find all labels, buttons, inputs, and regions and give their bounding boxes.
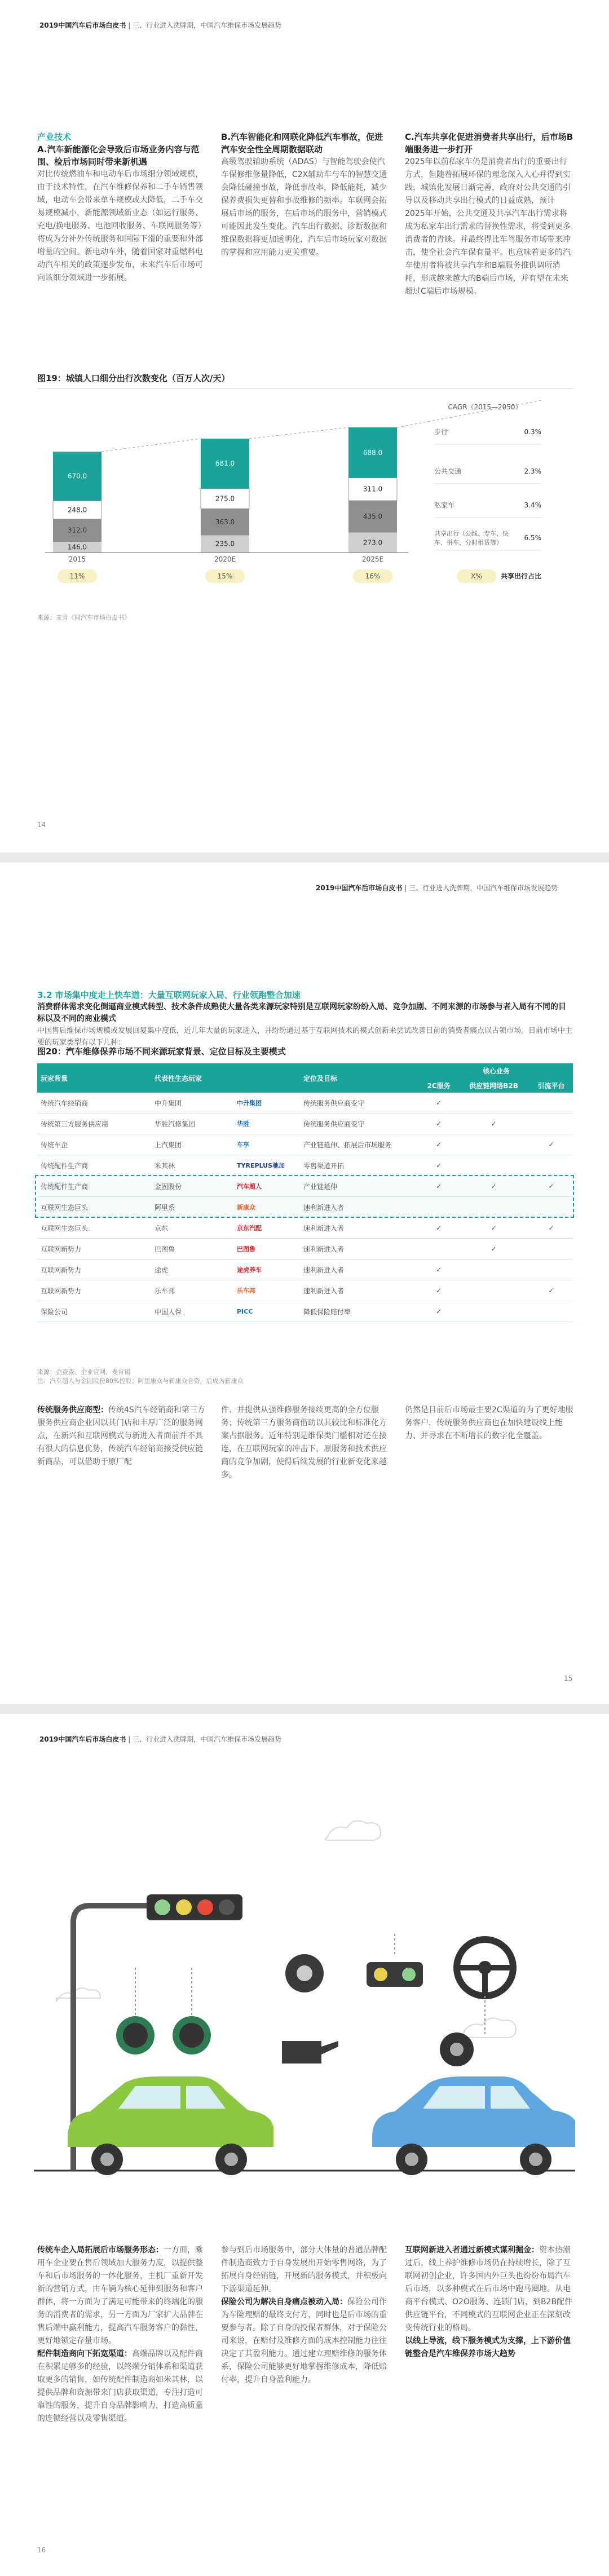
cell-2c: ✓ [420,1093,458,1114]
page-14 [0,0,609,852]
cell-b2b: ✓ [458,1218,529,1239]
section-bold: 消费群体需求变化倒逼商业模式转型、技术条件成熟使大量各类来源玩家特别是互联网玩家纷纷入局、竞争加剧、不同来源的市场参与者入局有不同的目标以及不同的商业模式 [37,1002,566,1023]
data-label: 681.0 [215,459,235,468]
figure-19-chart [34,395,575,598]
cell-flow [529,1114,573,1134]
col-header-logo [231,1063,300,1093]
column-c-title: C.汽车共享化促进消费者共享出行，后市场B端服务进一步打开 [405,132,573,154]
tire-icon [440,2032,474,2066]
p15-column-c [405,1404,574,1443]
cell-b2b [458,1260,529,1280]
cagr-title: CAGR（2015—2050） [448,403,522,411]
table-row [37,1218,573,1239]
data-label: 670.0 [67,472,87,480]
player-logo: PICC [237,1307,253,1315]
data-label: 235.0 [215,540,235,548]
player-logo: 汽车超人 [237,1183,262,1190]
column-b-body: 高级驾驶辅助系统（ADAS）与智能驾驶会使汽车保修维修量降低，C2X辅助车与车的智慧交通会降低碰撞事故，降低事故率，降低能耗，减少保养费损失更替和事故维修的频率。车联网会拓展后市场的服务，在后市场的服务中，营销模式可能因此发生变化。汽车出行数据、诊断数据和维保数据将更加透明化，汽车后市场玩家对数据的掌握和应用能力更关重要。 [221,157,387,257]
share-value: X% [471,572,482,580]
p16-col-b-body: 参与到后市场服务中，部分大体量的普通品牌配件制造商致力于自身发展出开始零售网络，为了拓展自身经销链，开展新的服务模式，并积极向下游渠道延伸。 [221,2246,387,2294]
data-label: 363.0 [215,518,235,526]
cell-b2b: ✓ [458,1176,529,1197]
cell-background: 互联网新势力 [37,1239,151,1260]
col-header-player: 代表性生态玩家 [151,1063,231,1093]
p16-col-a-lead2: 配件制造商向下拓宽渠道： [37,2349,132,2358]
p16-col-a-lead: 传统车企入局拓展后市场服务形态： [37,2246,164,2255]
gauge-icon [173,1968,211,2054]
cagr-label: 私家车 [434,501,455,509]
cagr-label: 步行 [434,428,448,436]
cagr-value: 0.3% [524,428,541,436]
p15-column-a [37,1404,206,1469]
car-icon [372,2076,575,2175]
cell-b2b [458,1301,529,1322]
cell-2c: ✓ [420,1134,458,1155]
cell-b2b [458,1155,529,1176]
cell-target: 传统服务供应商变守 [300,1114,420,1134]
table-row [37,1093,573,1114]
cell-b2b [458,1093,529,1114]
cell-b2b: ✓ [458,1114,529,1134]
trend-connector [249,427,348,439]
share-label: 共享出行占比 [500,572,541,580]
cell-logo [231,1301,300,1322]
cell-2c: ✓ [420,1176,458,1197]
player-logo: 车享 [237,1141,249,1148]
cell-logo [231,1114,300,1134]
dashboard-icon [367,1934,423,1987]
x-tick-label: 2020E [214,555,236,563]
cell-logo [231,1218,300,1239]
player-logo: TYREPLUS驰加 [237,1162,285,1169]
cell-target: 速利新进入者 [300,1218,420,1239]
cell-logo [231,1155,300,1176]
x-tick-label: 2015 [68,555,86,563]
cell-2c [420,1197,458,1218]
cell-background: 传统第三方服务供应商 [37,1114,151,1134]
car-icon [68,2076,273,2175]
table-row [37,1280,573,1301]
column-c-body: 2025年以前私家车仍是消费者出行的重要出行方式，但随着拓展环保的理念深入人心并得到实践，城镇化发展日渐完善，政府对公共交通的引导以及移动共享出行模式的日益成熟，预计2025年开始，公共交通及共享汽车出行需求将成为私家车出行需求的替换性需求，将受到更多消费者的青睐。并最终得比车驾服务市场带来冲击，使全社会汽车保有量平。也意味着更多的汽车使用者将被共享汽车和B端服务推供调所消耗，形成越来越大的B端后市场，并有望在未来超过C端后市场规模。 [405,157,571,296]
data-label: 275.0 [215,494,235,503]
p16-col-a-body: 一方面，乘用车企业要在售后领域加大服务力度，以提供整车和后市场服务的一体化服务，主机厂重新开发新的营销方式，由车辆为核心延伸到服务和客户群体，将一方面为了满足可能带来的终端化的服务的消费者的需求，另一方面为厂家扩大品牌在售后端中赢利能力，提高汽车服务客户的黏性，更好地锁定存量市场。 [37,2246,203,2345]
cell-background: 传统车企 [37,1134,151,1155]
cell-flow: ✓ [529,1218,573,1239]
table-row [37,1260,573,1280]
gauge-icon [116,1968,155,2054]
cell-flow: ✓ [529,1134,573,1155]
page-number: 14 [37,821,46,829]
cell-2c: ✓ [420,1260,458,1280]
p15-col-b-body: 件、并提供从强维修服务接续更高的全方位服务；传统第三方服务商借助以其较比和标准化方案占据服务。近年特别是维保类门槛相对还在接连，在互联网玩家的冲击下，原服务和技术供应商的竞争加剧，使得后续发展的行业新变化来越多。 [221,1406,387,1479]
page-15 [0,863,609,1704]
column-a-title: A.汽车新能源化会导致后市场业务内容与范围、检后市场同时带来新机遇 [37,144,200,167]
col-header-background: 玩家背景 [37,1063,151,1093]
data-label: 146.0 [67,543,87,551]
cell-flow [529,1093,573,1114]
brake-disc-icon [285,1954,324,1992]
cell-2c [420,1239,458,1260]
figure-19-title: 图19：城镇人口细分出行次数变化（百万人次/天） [37,373,230,383]
cagr-label: 共享出行（公线、专车、快 [434,530,509,537]
p16-col-b-lead: 保险公司为解决自身痛点被动入局： [221,2297,347,2307]
cell-2c: ✓ [420,1280,458,1301]
cell-target: 速利新进入者 [300,1239,420,1260]
figure-20-table-wrap [37,1063,573,1322]
column-c [405,131,574,298]
cell-background: 传统汽车经销商 [37,1093,151,1114]
p15-col-a-body: 传统4S汽车经销商和第三方服务供应商企业因以其门店和丰厚广泛的服务网点，在新兴和互联网模式与新进入者面前并不具有很大的信息优势，传统汽车经销商接受供应链新商品，可以借助于原厂配 [37,1406,205,1466]
cagr-label: 车、拼车、分时租赁等） [434,539,502,546]
column-a [37,131,206,285]
section-body: 中国售后维保市场规模或发展回复集中度低，近几年大量的玩家进入，并纷纷通过基于互联网技术的模式创新来尝试改善目前的消费者痛点以占领市场。目前市场中主要的玩家类型有以下几种： [37,1027,573,1047]
page-number: 16 [37,2546,46,2554]
cell-flow [529,1197,573,1218]
cell-flow [529,1155,573,1176]
cell-target: 速利新进入者 [300,1197,420,1218]
col-header-target: 定位及目标 [300,1063,420,1093]
cell-player: 上汽集团 [151,1134,231,1155]
cell-target: 产业链延伸、拓展后市场服务 [300,1134,420,1155]
player-logo: 新康众 [237,1204,255,1211]
figure-20-table [37,1063,573,1322]
p16-column-b [221,2244,390,2387]
p15-col-c-body: 仍然是目前后市场最主要2C渠道的为了更好地服务客户，传统服务供应商也在加快建设线上能力、并寻求在不断增长的数字化全覆盖。 [405,1406,573,1441]
cell-flow [529,1301,573,1322]
cagr-value: 3.4% [524,501,541,509]
cell-background: 互联网生态巨头 [37,1218,151,1239]
cell-target: 产业链延伸 [300,1176,420,1197]
data-label: 688.0 [363,448,383,457]
col-header-b2b: 供应链网络B2B [458,1078,529,1093]
oil-can-icon [282,2041,338,2064]
cell-target: 传统服务供应商变守 [300,1093,420,1114]
p16-column-c [405,2244,574,2361]
cell-player: 中国人保 [151,1301,231,1322]
data-label: 435.0 [363,512,383,521]
p15-column-b [221,1404,390,1482]
cell-2c: ✓ [420,1114,458,1134]
cell-player: 乐车邦 [151,1280,231,1301]
source-note: 来源：麦肯《同汽车市场白皮书》 [37,614,130,621]
column-b-title: B.汽车智能化和网联化降低汽车事故，促进汽车安全性全周期数据联动 [221,132,383,154]
cell-background: 传统配件生产商 [37,1176,151,1197]
car-service-illustration [34,1799,575,2227]
cell-2c: ✓ [420,1301,458,1322]
cell-logo [231,1239,300,1260]
cell-b2b [458,1280,529,1301]
p15-col-a-lead: 传统服务供应商型： [37,1406,108,1415]
share-value: 15% [217,572,233,580]
running-header: 2019中国汽车后市场白皮书 | 三、行业进入洗牌期，中国汽车维保市场发展趋势 [316,884,558,892]
cell-logo [231,1093,300,1114]
cagr-label: 公共交通 [434,467,462,475]
page-16 [0,1714,609,2576]
cell-background: 互联网新势力 [37,1260,151,1280]
cell-b2b [458,1197,529,1218]
table-row [37,1134,573,1155]
p16-column-a [37,2244,206,2425]
cell-logo [231,1197,300,1218]
data-label: 311.0 [363,485,383,493]
data-label: 312.0 [67,526,87,534]
table-row [37,1301,573,1322]
data-label: 248.0 [67,506,87,514]
p16-col-a-body2: 高端品牌以及配件商在积累足够多的经验，以终端分销体系和渠道获取更多的销售，如传统配件制造商如米其林，以提供品牌和资源带来门店获取渠道，专注打造可靠性的服务，提升自身品牌影响力，打造高质量的连锁经营以及零售渠道。 [37,2349,203,2423]
player-logo: 乐车邦 [237,1287,255,1294]
table-row [37,1239,573,1260]
cell-background: 传统配件生产商 [37,1155,151,1176]
cagr-value: 6.5% [524,534,541,542]
player-logo: 巴图鲁 [237,1245,255,1253]
running-header: 2019中国汽车后市场白皮书 | 三、行业进入洗牌期，中国汽车维保市场发展趋势 [39,21,282,29]
cell-player: 京东 [151,1218,231,1239]
cell-target: 速利新进入者 [300,1260,420,1280]
cell-flow: ✓ [529,1176,573,1197]
cell-b2b [458,1134,529,1155]
cell-player: 途虎 [151,1260,231,1280]
col-header-core: 核心业务 [420,1063,573,1078]
table-row [37,1114,573,1134]
p16-col-c-lead2: 以线上导流，线下服务模式为支撑，上下游价值链整合是汽车维保养市场大趋势 [405,2336,571,2358]
column-b [221,131,390,259]
cell-target: 降低保险赔付率 [300,1301,420,1322]
share-value: 11% [69,572,85,580]
cell-flow [529,1260,573,1280]
kicker: 产业技术 [37,132,72,142]
cell-logo [231,1176,300,1197]
cell-2c: ✓ [420,1155,458,1176]
cell-player: 巴图鲁 [151,1239,231,1260]
cell-player: 米其林 [151,1155,231,1176]
p16-col-c-lead: 互联网新进入者通过新模式谋利掘金： [405,2246,539,2255]
x-tick-label: 2025E [361,555,384,563]
cell-flow: ✓ [529,1280,573,1301]
cell-target: 速利新进入者 [300,1280,420,1301]
player-logo: 中升集团 [237,1099,262,1107]
cell-player: 华胜汽修集团 [151,1114,231,1134]
player-logo: 京东汽配 [237,1225,262,1232]
p16-col-b-body2: 保险公司作为车险理赔的最终支付方，同时也是后市场的重要参与者。除了自身的投保者群体，对于保险公司来说，在赔付及维修方面的成本控制能力往往决定了其盈利能力。通过建立理赔维修的服务体系，保险公司能够更好地掌握维修成本，降低赔付率，提升自身盈利能力。 [221,2297,387,2384]
column-a-body: 对比传统燃油车和电动车后市场细分领域规模，由于技术特性，在汽车维修保养和二手车销售领域，电动车会带来单车规模或大降低，二手车交易规模减小，新能源领域新业态（如运行服务、充电/换电服务、电池回收服务、车联网服务等）将成为分补外传统服务和国际下滑的重要和外部增量的空间。新电动车外，随着国家对重燃料电动汽车相关的政策逐步发布，未来汽车后市场可向该细分领域进一步拓展。 [37,170,206,282]
cell-logo [231,1260,300,1280]
table-footnote: 注：汽车超人与金固股份80%控股；阿里康众与新康众合资，后成为新康众 [37,1377,244,1385]
cell-player: 中升集团 [151,1093,231,1114]
cell-logo [231,1280,300,1301]
cell-background: 互联网新势力 [37,1280,151,1301]
table-row [37,1176,573,1197]
cloud-icon [56,1821,516,2038]
section-title: 3.2 市场集中度走上快车道：大量互联网玩家入局、行业领跑整合加速 [37,990,301,1000]
cell-flow [529,1239,573,1260]
cell-b2b: ✓ [458,1239,529,1260]
player-logo: 途虎养车 [237,1266,262,1274]
cell-player: 阿里系 [151,1197,231,1218]
p16-col-c-body: 资本热潮过后，线上养护维修市场仍在持续增长，除了互联网初创企业，许多国内外巨头也纷纷布局汽车后市场，以多种模式在后市场中跑马圈地。从电商平台模式、O2O服务、连锁门店，到B2B配件供应链平台，不同模式的互联网企业正在深刻改变传统行业的格局。 [405,2246,573,2332]
col-header-2c: 2C服务 [420,1078,458,1093]
cell-player: 金固股份 [151,1176,231,1197]
trend-connector [102,439,201,452]
table-row [37,1197,573,1218]
page-number: 15 [564,1674,573,1682]
share-value: 16% [365,572,381,580]
col-header-flow: 引流平台 [529,1078,573,1093]
cell-2c: ✓ [420,1218,458,1239]
cell-background: 保险公司 [37,1301,151,1322]
table-row [37,1155,573,1176]
cell-logo [231,1134,300,1155]
running-header: 2019中国汽车后市场白皮书 | 三、行业进入洗牌期，中国汽车维保市场发展趋势 [39,1735,282,1743]
cell-background: 互联网生态巨头 [37,1197,151,1218]
section-3-2 [37,989,573,1049]
cagr-value: 2.3% [524,467,541,475]
table-source-note: 来源：企查查、企业官网、麦肯锡 [37,1368,130,1376]
player-logo: 华胜 [237,1120,249,1128]
cell-target: 零售渠道开拓 [300,1155,420,1176]
data-label: 273.0 [363,538,383,547]
figure-20-title: 图20：汽车维修保养市场不同来源玩家背景、定位目标及主要模式 [37,1046,286,1057]
